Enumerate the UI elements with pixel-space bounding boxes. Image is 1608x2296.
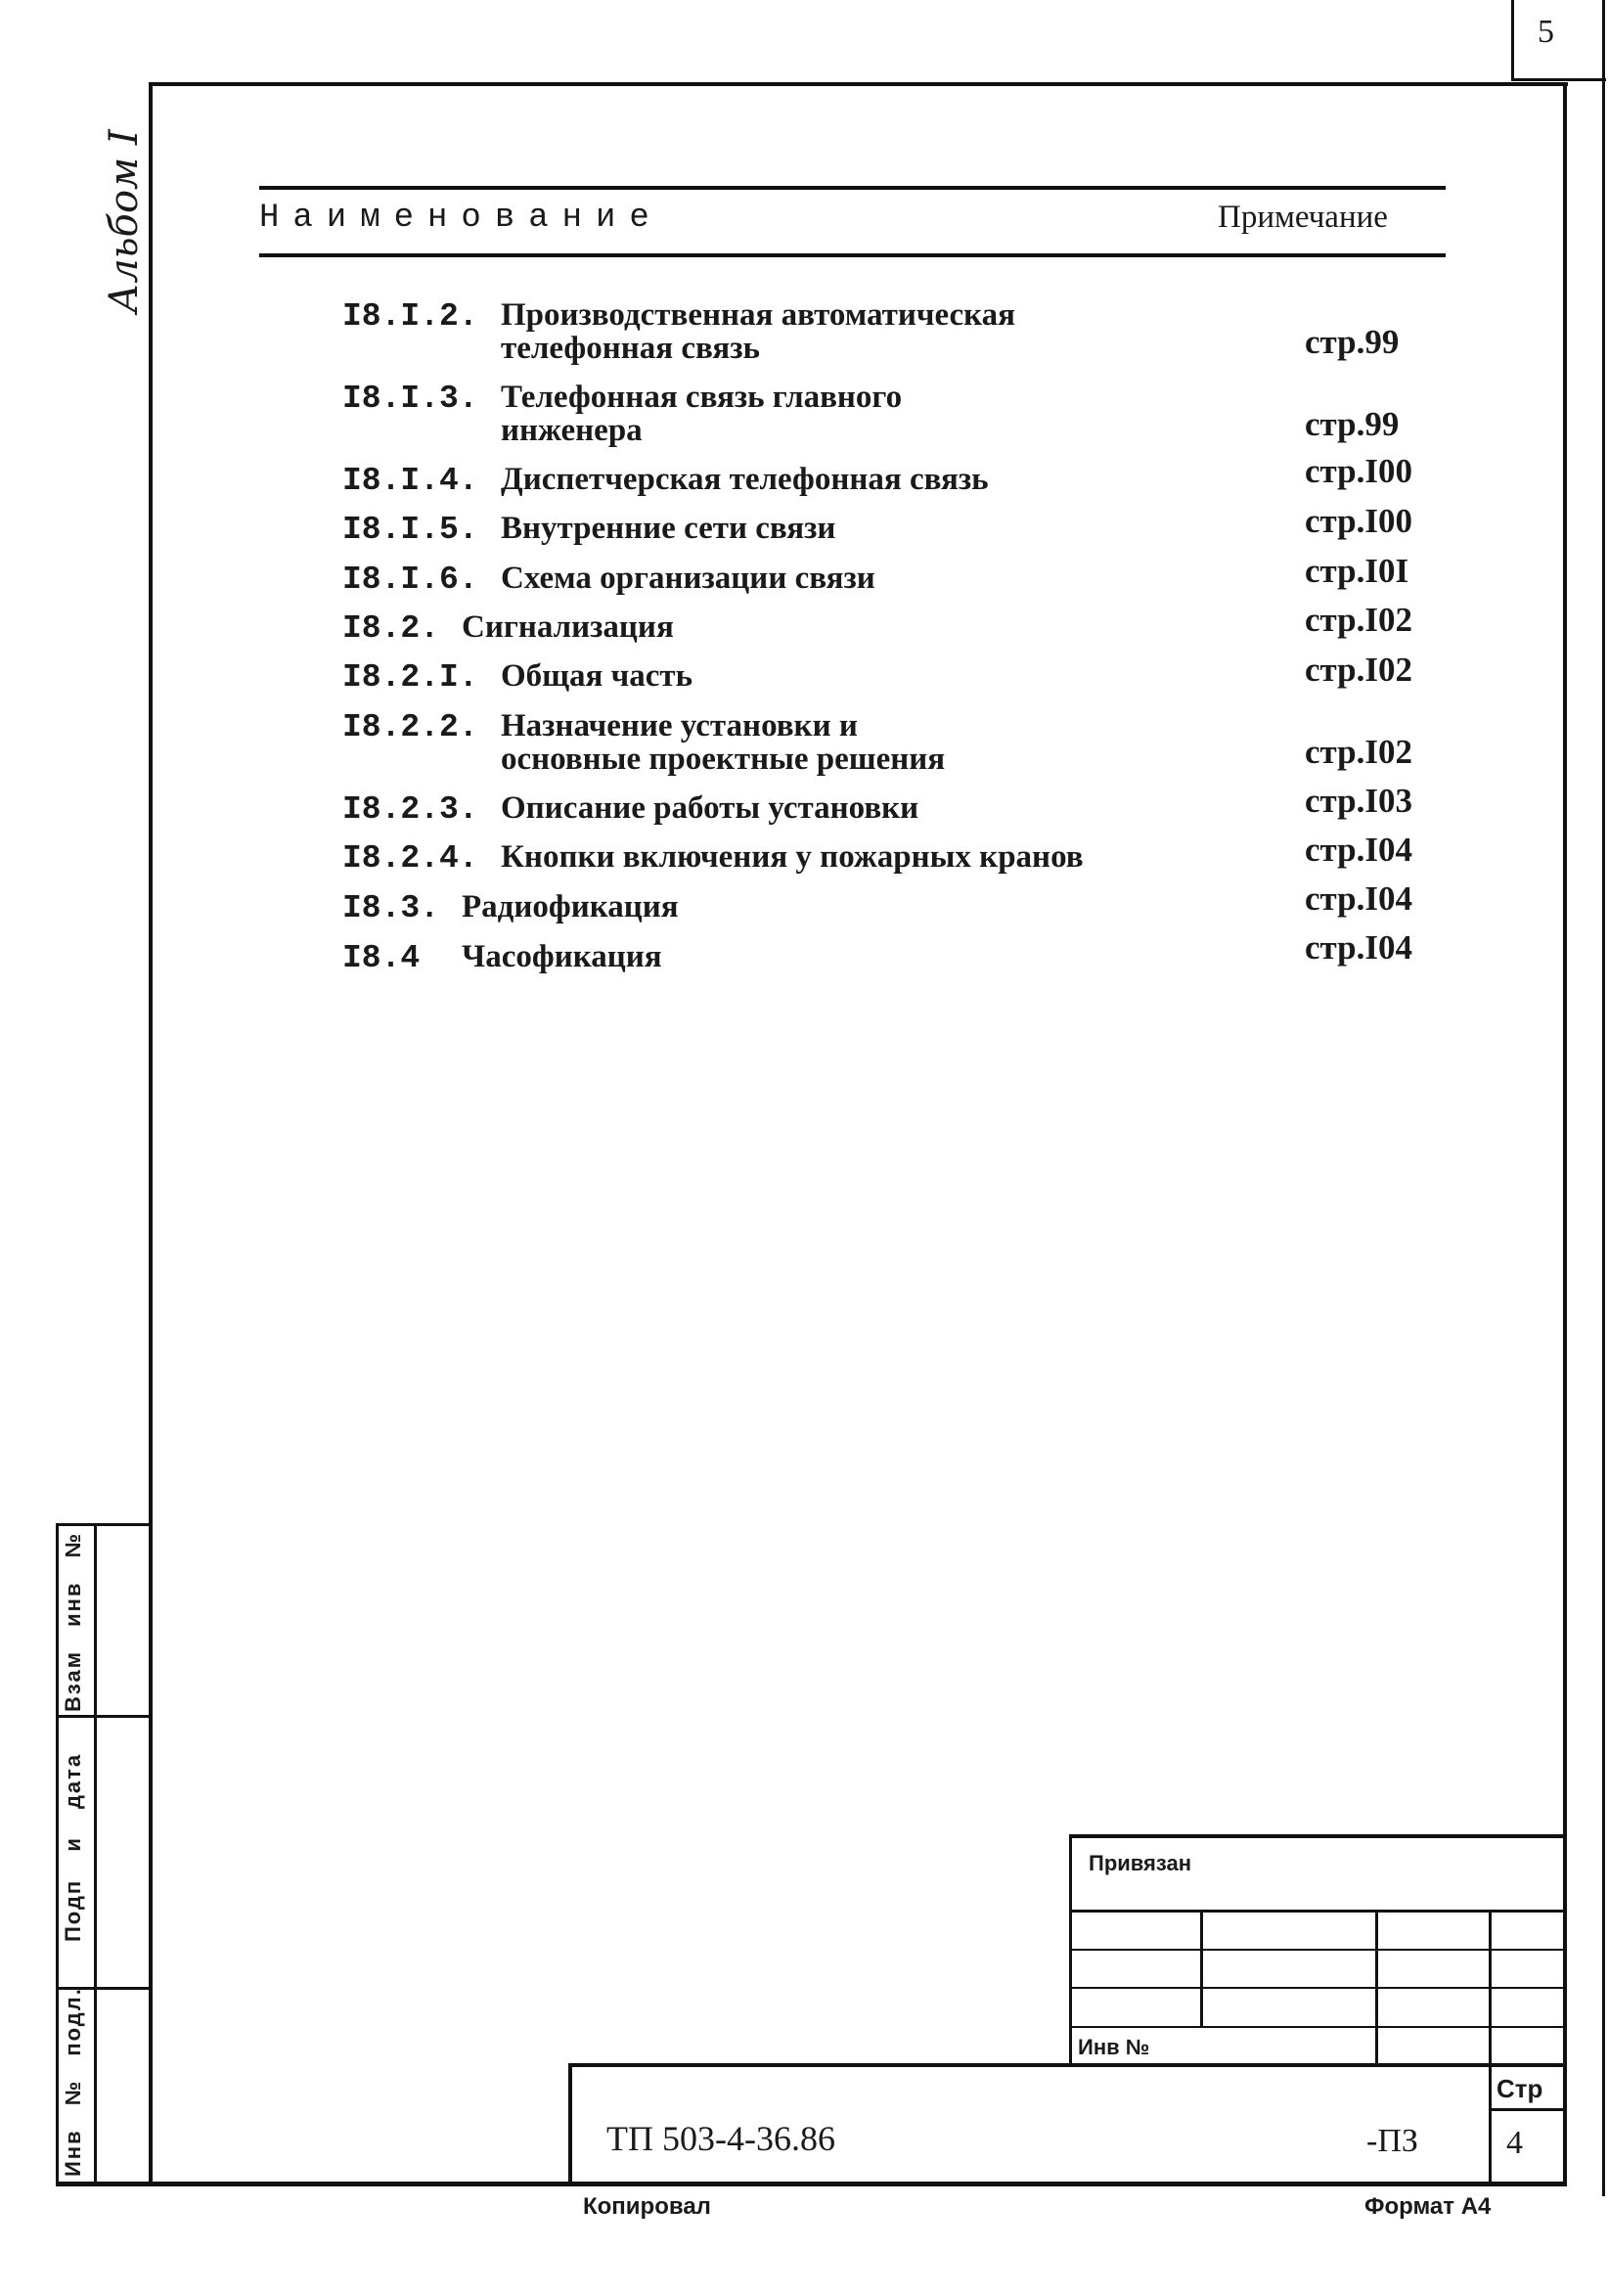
tb-line	[1069, 1834, 1567, 1838]
item-page: стр.I02	[1305, 651, 1412, 689]
item-page: стр.I0I	[1305, 552, 1409, 590]
item-page: стр.I04	[1305, 879, 1412, 918]
item-number: I8.2.I.	[342, 659, 478, 696]
album-label: Альбом I	[102, 129, 147, 313]
tb-line	[1069, 1910, 1567, 1913]
item-number: I8.2.4.	[342, 840, 478, 877]
item-text: Внутренние сети связи	[501, 511, 836, 546]
header-top-rule	[259, 186, 1446, 190]
item-text: Телефонная связь главного инженера	[501, 380, 903, 448]
tb-line	[1375, 1910, 1378, 2066]
item-number: I8.2.3.	[342, 791, 478, 828]
tb-line	[1200, 1910, 1203, 2027]
strip-divider	[56, 1715, 150, 1718]
header-bottom-rule	[259, 253, 1446, 257]
frame-right	[1563, 82, 1567, 2186]
header-name-column: Наименование	[259, 200, 663, 237]
strip-top-line	[56, 1523, 150, 1526]
item-page: стр.I03	[1305, 782, 1412, 820]
strip-inv-podl-label: Инв № подл.	[61, 1987, 85, 2177]
tb-line	[1489, 2108, 1567, 2111]
item-number: I8.3.	[342, 890, 440, 926]
document-code: ТП 503-4-36.86	[606, 2119, 835, 2158]
inv-no-label: Инв №	[1078, 2035, 1150, 2059]
tb-line	[569, 2063, 1567, 2067]
item-text: Радиофикация	[462, 889, 679, 924]
strip-inner-line	[94, 1523, 97, 2185]
item-page: стр.I04	[1305, 928, 1412, 967]
frame-top	[150, 82, 1568, 86]
item-text: Назначение установки и основные проектные решения	[501, 708, 946, 777]
item-page: стр.I02	[1305, 733, 1412, 771]
item-text: Описание работы установки	[501, 790, 919, 826]
item-number: I8.I.3.	[342, 381, 478, 417]
item-text: Диспетчерская телефонная связь	[501, 462, 989, 497]
item-number: I8.I.2.	[342, 298, 478, 335]
item-text: Кнопки включения у пожарных кранов	[501, 839, 1084, 875]
page-value: 4	[1506, 2125, 1523, 2161]
frame-left	[149, 82, 153, 2186]
item-number: I8.I.5.	[342, 512, 478, 548]
tb-line	[1069, 2026, 1567, 2028]
tb-line	[1489, 1910, 1492, 2183]
item-text: Схема организации связи	[501, 561, 875, 596]
item-page: стр.I02	[1305, 601, 1412, 639]
copied-label: Копировал	[583, 2193, 711, 2220]
header-note-column: Примечание	[1218, 200, 1388, 235]
item-number: I8.4	[342, 940, 421, 976]
item-text: Общая часть	[501, 658, 693, 694]
item-page: стр.I00	[1305, 452, 1412, 490]
item-number: I8.2.2.	[342, 709, 478, 745]
item-text: Сигнализация	[462, 609, 674, 645]
frame-bottom	[56, 2182, 1567, 2186]
sheet-number-box-border	[1511, 0, 1514, 80]
strip-outer-line	[56, 1523, 59, 2185]
item-number: I8.I.6.	[342, 562, 478, 598]
format-label: Формат А4	[1364, 2193, 1492, 2220]
outer-right-line	[1602, 0, 1605, 2196]
item-text: Производственная автоматическая телефонная связь	[501, 297, 1016, 366]
document-suffix: -ПЗ	[1366, 2123, 1418, 2159]
privyazan-label: Привязан	[1089, 1851, 1192, 1875]
item-number: I8.I.4.	[342, 463, 478, 499]
item-page: стр.99	[1305, 405, 1400, 443]
strip-podp-label: Подп и дата	[61, 1752, 85, 1942]
page-label: Стр	[1496, 2074, 1543, 2103]
sheet-number-box-border	[1511, 78, 1606, 81]
tb-line	[568, 2063, 572, 2185]
item-page: стр.I04	[1305, 831, 1412, 869]
sheet-number: 5	[1538, 14, 1554, 50]
tb-line	[1069, 1949, 1567, 1951]
item-page: стр.I00	[1305, 502, 1412, 540]
item-text: Часофикация	[462, 939, 662, 974]
item-page: стр.99	[1305, 323, 1400, 361]
tb-line	[1069, 1987, 1567, 1989]
item-number: I8.2.	[342, 610, 440, 647]
strip-vzam-label: Взам инв №	[61, 1531, 85, 1712]
